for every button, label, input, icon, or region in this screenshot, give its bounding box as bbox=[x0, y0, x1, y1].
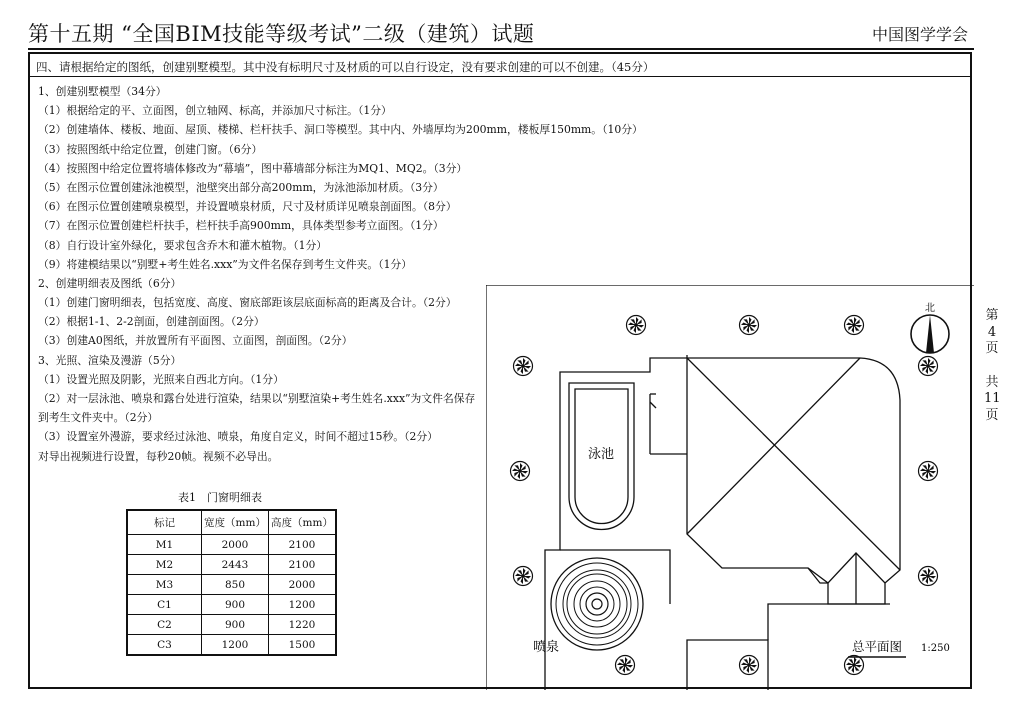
plan-title: 总平面图 bbox=[851, 639, 903, 654]
tree-icon bbox=[919, 567, 938, 586]
table-cell: C3 bbox=[127, 635, 202, 656]
table-row bbox=[127, 575, 336, 595]
page-char: 第 bbox=[985, 308, 999, 323]
table-cell: 2000 bbox=[269, 575, 337, 595]
requirement-line: （9）将建模结果以“别墅+考生姓名.xxx”为文件名保存到考生文件夹。（1分） bbox=[38, 257, 413, 271]
tree-icon bbox=[616, 656, 635, 675]
table-cell: M3 bbox=[127, 575, 202, 595]
table-cell: 850 bbox=[202, 575, 269, 595]
exam-title: 第十五期 “全国BIM技能等级考试”二级（建筑）试题 bbox=[28, 22, 535, 46]
swimming-pool bbox=[569, 383, 687, 530]
plan-scale: 1:250 bbox=[921, 643, 950, 654]
tree-icon bbox=[845, 316, 864, 335]
table-cell: 1200 bbox=[269, 595, 337, 615]
requirement-line: 3、光照、渲染及漫游（5分） bbox=[38, 353, 182, 367]
requirement-line: （2）创建墙体、楼板、地面、屋顶、楼梯、栏杆扶手、洞口等模型。其中内、外墙厚均为200mm，楼板厚150mm。（10分） bbox=[38, 123, 643, 137]
heading-divider bbox=[30, 76, 972, 77]
north-arrow-icon bbox=[911, 315, 949, 353]
table-row bbox=[127, 595, 336, 615]
table-row bbox=[127, 635, 336, 656]
title-rule bbox=[28, 48, 974, 50]
requirement-line: 2、创建明细表及图纸（6分） bbox=[38, 276, 182, 290]
page-number-vertical bbox=[984, 308, 1000, 424]
tree-icon bbox=[845, 656, 864, 675]
requirement-line: （2）对一层泳池、喷泉和露台处进行渲染，结果以“别墅渲染+考生姓名.xxx”为文件名保存 bbox=[38, 392, 476, 405]
table-cell: 1500 bbox=[269, 635, 337, 656]
requirement-line: （1）根据给定的平、立面图，创立轴网、标高，并添加尺寸标注。（1分） bbox=[38, 104, 392, 118]
tree-icon bbox=[511, 462, 530, 481]
table-header-row bbox=[127, 510, 336, 535]
organization-name: 中国图学学会 bbox=[871, 25, 968, 44]
page-char: 页 bbox=[985, 341, 999, 356]
column-header: 标记 bbox=[127, 510, 202, 535]
requirement-line: （3）创建A0图纸，并放置所有平面图、立面图，剖面图。（2分） bbox=[38, 334, 353, 348]
table-cell: M1 bbox=[127, 535, 202, 555]
table-cell: 1220 bbox=[269, 615, 337, 635]
requirement-line: （3）设置室外漫游，要求经过泳池、喷泉，角度自定义，时间不超过15秒。（2分） bbox=[38, 430, 438, 444]
table-cell: 2100 bbox=[269, 535, 337, 555]
table-cell: M2 bbox=[127, 555, 202, 575]
requirement-line: （5）在图示位置创建泳池模型，池壁突出部分高200mm，为泳池添加材质。（3分） bbox=[38, 180, 444, 194]
table-cell: 2000 bbox=[202, 535, 269, 555]
villa-roof bbox=[650, 358, 900, 604]
table-row bbox=[127, 535, 336, 555]
page-char: 4 bbox=[987, 324, 997, 340]
tree-icon bbox=[514, 567, 533, 586]
table-cell: 2100 bbox=[269, 555, 337, 575]
door-window-schedule-table bbox=[126, 509, 337, 656]
column-header: 高度（mm） bbox=[269, 510, 337, 535]
task-heading: 四、请根据给定的图纸，创建别墅模型。其中没有标明尺寸及材质的可以自行设定，没有要求创建的可以不创建。（45分） bbox=[36, 60, 655, 74]
requirement-line: （3）按照图纸中给定位置，创建门窗。（6分） bbox=[38, 142, 263, 156]
tree-icon bbox=[919, 462, 938, 481]
fountain-label: 喷泉 bbox=[532, 640, 560, 655]
tree-icon bbox=[740, 316, 759, 335]
tree-icon bbox=[740, 656, 759, 675]
page-char: 11 bbox=[984, 391, 1001, 406]
requirement-line: （8）自行设计室外绿化，要求包含乔木和灌木植物。（1分） bbox=[38, 238, 328, 252]
requirement-line: （6）在图示位置创建喷泉模型，并设置喷泉材质，尺寸及材质详见喷泉剖面图。（8分） bbox=[38, 200, 457, 214]
requirement-line: 到考生文件夹中。（2分） bbox=[38, 411, 159, 425]
requirement-line: （4）按照图中给定位置将墙体修改为“幕墙”，图中幕墙部分标注为MQ1、MQ2。（3分） bbox=[38, 161, 468, 175]
table-caption: 表1 门窗明细表 bbox=[178, 491, 262, 504]
north-label: 北 bbox=[925, 303, 935, 314]
tree-icon bbox=[514, 357, 533, 376]
table-cell: 900 bbox=[202, 615, 269, 635]
table-row bbox=[127, 615, 336, 635]
table-row bbox=[127, 555, 336, 575]
table-cell: 900 bbox=[202, 595, 269, 615]
page-char: 页 bbox=[985, 407, 999, 423]
site-plan-drawing bbox=[486, 285, 974, 690]
column-header: 宽度（mm） bbox=[202, 510, 269, 535]
page-char: 共 bbox=[985, 374, 999, 390]
table-cell: C1 bbox=[127, 595, 202, 615]
table-cell: 1200 bbox=[202, 635, 269, 656]
requirement-line: （1）创建门窗明细表，包括宽度、高度、窗底部距该层底面标高的距离及合计。（2分） bbox=[38, 296, 457, 310]
tree-icon bbox=[627, 316, 646, 335]
requirement-line: 1、创建别墅模型（34分） bbox=[38, 85, 167, 98]
requirement-line: 对导出视频进行设置，每秒20帧。视频不必导出。 bbox=[38, 449, 279, 463]
pool-label: 泳池 bbox=[587, 447, 615, 462]
table-cell: C2 bbox=[127, 615, 202, 635]
fountain bbox=[551, 558, 643, 650]
requirement-line: （7）在图示位置创建栏杆扶手，栏杆扶手高900mm，具体类型参考立面图。（1分） bbox=[38, 219, 444, 233]
tree-icon bbox=[919, 357, 938, 376]
requirement-line: （2）根据1-1、2-2剖面，创建剖面图。（2分） bbox=[38, 315, 265, 329]
table-cell: 2443 bbox=[202, 555, 269, 575]
requirement-line: （1）设置光照及阴影，光照来自西北方向。（1分） bbox=[38, 372, 284, 386]
